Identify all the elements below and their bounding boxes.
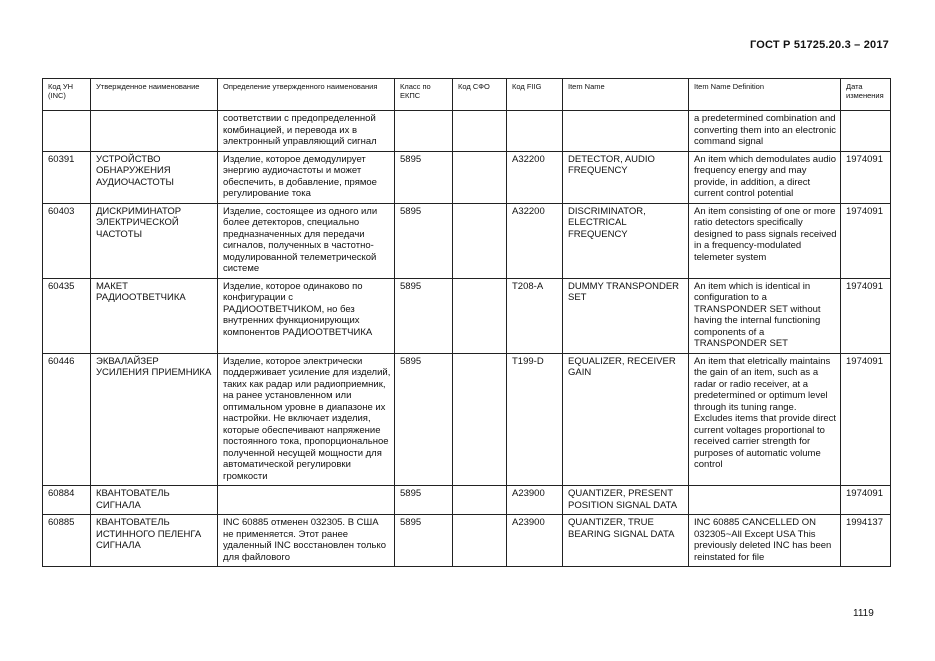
cell-sfo [453, 278, 507, 353]
cell-fiig: A32200 [507, 203, 563, 278]
table-row [43, 111, 891, 152]
cell-item-name: QUANTIZER, TRUE BEARING SIGNAL DATA [563, 515, 689, 567]
cell-definition-ru: соответствии с предопределенной комбинацией, и перевода их в электронный управляющий сигнал [218, 111, 395, 152]
cell-class: 5895 [395, 515, 453, 567]
cell-date: 1974091 [841, 151, 891, 203]
cell-sfo [453, 111, 507, 152]
cell-item-definition: INC 60885 CANCELLED ON 032305~All Except USA This previously deleted INC has been reinstated for file [689, 515, 841, 567]
col-header-name: Утвержденное наименование [91, 79, 218, 111]
col-header-inc: Код УН (INC) [43, 79, 91, 111]
cell-sfo [453, 151, 507, 203]
cell-class: 5895 [395, 203, 453, 278]
col-header-sfo: Код СФО [453, 79, 507, 111]
cell-inc: 60884 [43, 486, 91, 515]
cell-inc: 60391 [43, 151, 91, 203]
cell-sfo [453, 353, 507, 486]
cell-inc: 60403 [43, 203, 91, 278]
col-header-date: Дата изменения [841, 79, 891, 111]
cell-sfo [453, 515, 507, 567]
cell-definition-ru: INC 60885 отменен 032305. В США не применяется. Этот ранее удаленный INC восстановлен только для файлового [218, 515, 395, 567]
cell-inc [43, 111, 91, 152]
cell-name: ЭКВАЛАЙЗЕР УСИЛЕНИЯ ПРИЕМНИКА [91, 353, 218, 486]
cell-item-name: DISCRIMINATOR, ELECTRICAL FREQUENCY [563, 203, 689, 278]
cell-class: 5895 [395, 151, 453, 203]
cell-item-definition: An item consisting of one or more ratio detectors specifically designed to pass signals received in a frequency-modulated telemeter system [689, 203, 841, 278]
cell-inc: 60435 [43, 278, 91, 353]
nomenclature-table [42, 78, 891, 567]
table-row [43, 151, 891, 203]
cell-fiig [507, 111, 563, 152]
table-row [43, 353, 891, 486]
col-header-class: Класс по ЕКПС [395, 79, 453, 111]
cell-class: 5895 [395, 486, 453, 515]
cell-item-definition: a predetermined combination and converting them into an electronic command signal [689, 111, 841, 152]
cell-fiig: T199-D [507, 353, 563, 486]
cell-item-name: EQUALIZER, RECEIVER GAIN [563, 353, 689, 486]
cell-date: 1974091 [841, 278, 891, 353]
col-header-fiig: Код FIIG [507, 79, 563, 111]
cell-name: МАКЕТ РАДИООТВЕТЧИКА [91, 278, 218, 353]
cell-date: 1974091 [841, 203, 891, 278]
table-header-row [43, 79, 891, 111]
table-row [43, 486, 891, 515]
col-header-item-definition: Item Name Definition [689, 79, 841, 111]
cell-fiig: A23900 [507, 486, 563, 515]
cell-item-name: DUMMY TRANSPONDER SET [563, 278, 689, 353]
cell-name [91, 111, 218, 152]
cell-item-definition: An item which demodulates audio frequency energy and may provide, in addition, a direct current control potential [689, 151, 841, 203]
cell-item-name [563, 111, 689, 152]
table-row [43, 515, 891, 567]
cell-date: 1974091 [841, 486, 891, 515]
cell-class: 5895 [395, 353, 453, 486]
page-number: 1119 [853, 608, 874, 619]
cell-fiig: A23900 [507, 515, 563, 567]
cell-fiig: T208-A [507, 278, 563, 353]
col-header-item-name: Item Name [563, 79, 689, 111]
table-row [43, 278, 891, 353]
cell-inc: 60446 [43, 353, 91, 486]
cell-item-definition: An item which is identical in configuration to a TRANSPONDER SET without having the internal functioning components of a TRANSPONDER SET [689, 278, 841, 353]
cell-definition-ru: Изделие, состоящее из одного или более детекторов, специально предназначенных для передачи сигналов, полученных в частотно-модулированной телеметрической системе [218, 203, 395, 278]
cell-name: КВАНТОВАТЕЛЬ ИСТИННОГО ПЕЛЕНГА СИГНАЛА [91, 515, 218, 567]
cell-class: 5895 [395, 278, 453, 353]
cell-name: ДИСКРИМИНАТОР ЭЛЕКТРИЧЕСКОЙ ЧАСТОТЫ [91, 203, 218, 278]
col-header-definition-ru: Определение утвержденного наименования [218, 79, 395, 111]
cell-definition-ru: Изделие, которое электрически поддерживает усиление для изделий, таких как радар или радиоприемник, на ранее установленном или оптимальном уровне в диапазоне их настройки. Не включает изделия, которые обеспечивают напряжение постоянного тока, пропорциональное полученной несущей мощности для автоматической регулировки громкости [218, 353, 395, 486]
cell-definition-ru: Изделие, которое одинаково по конфигурации с РАДИООТВЕТЧИКОМ, но без внутренних функционирующих компонентов РАДИООТВЕТЧИКА [218, 278, 395, 353]
document-code: ГОСТ Р 51725.20.3 – 2017 [749, 39, 889, 51]
cell-item-definition [689, 486, 841, 515]
cell-fiig: A32200 [507, 151, 563, 203]
cell-definition-ru [218, 486, 395, 515]
cell-class [395, 111, 453, 152]
table-row [43, 203, 891, 278]
cell-item-definition: An item that eletrically maintains the gain of an item, such as a radar or radio receiver, at a predetermined or optimum level through its tuning range. Excludes items that provide direct current voltages proportional to received carrier strength for purposes of automatic volume control [689, 353, 841, 486]
cell-name: КВАНТОВАТЕЛЬ СИГНАЛА [91, 486, 218, 515]
cell-name: УСТРОЙСТВО ОБНАРУЖЕНИЯ АУДИОЧАСТОТЫ [91, 151, 218, 203]
cell-item-name: QUANTIZER, PRESENT POSITION SIGNAL DATA [563, 486, 689, 515]
cell-sfo [453, 203, 507, 278]
cell-inc: 60885 [43, 515, 91, 567]
cell-item-name: DETECTOR, AUDIO FREQUENCY [563, 151, 689, 203]
cell-definition-ru: Изделие, которое демодулирует энергию аудиочастоты и может обеспечить, в добавление, прямое регулирование тока [218, 151, 395, 203]
cell-date: 1994137 [841, 515, 891, 567]
cell-date [841, 111, 891, 152]
cell-sfo [453, 486, 507, 515]
cell-date: 1974091 [841, 353, 891, 486]
